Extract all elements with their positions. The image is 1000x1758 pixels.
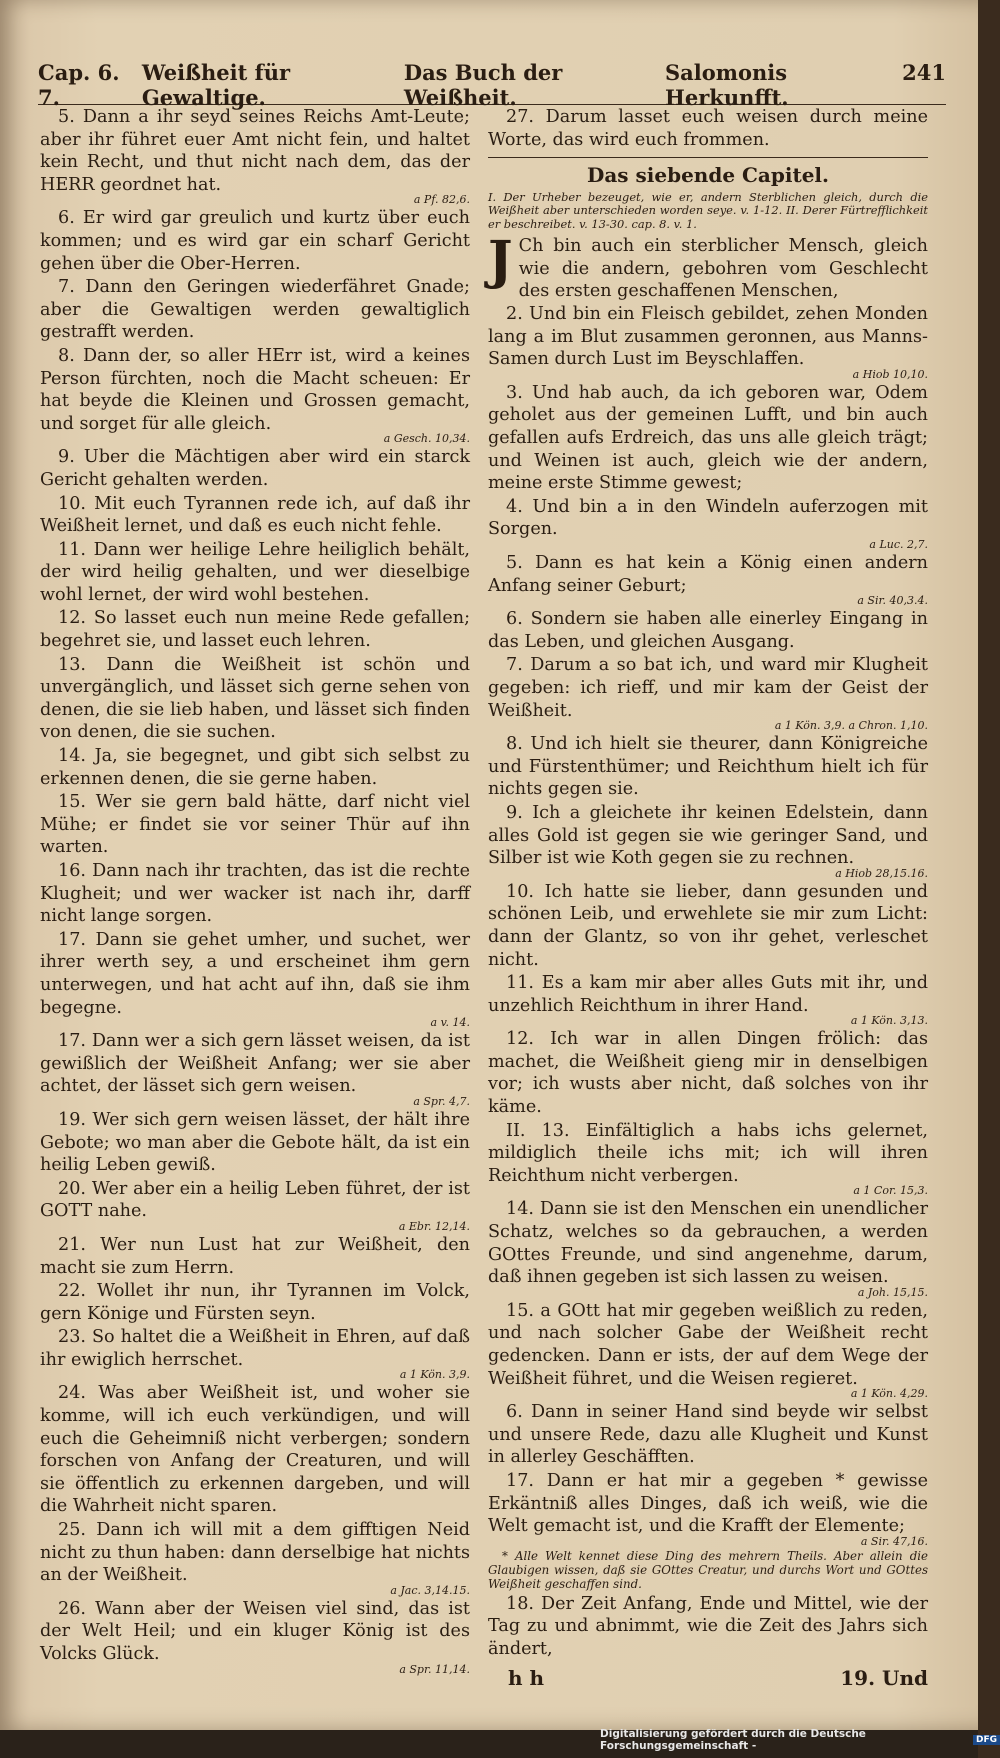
running-header [38,60,946,110]
verse-text: 9. Ich a gleichete ihr keinen Edelstein, dann alles Gold ist gegen sie wie geringer Sand, und Silber ist wie Koth gegen sie zu rechnen. [488,802,928,869]
chapter-title: Das siebende Capitel. [586,163,829,188]
verse-text: 2. Und bin ein Fleisch gebildet, zehen Monden lang a im Blut zusammen geronnen, aus Manns-Samen durch Lust im Beyschlaffen. [488,304,928,370]
verse [40,207,470,275]
verse-reference: a Ebr. 12,14. [398,1219,470,1233]
verse [40,1234,470,1279]
verse [40,745,470,790]
verse [40,1030,470,1108]
verse-text: 6. Er wird gar greulich und kurtz über euch kommen; und es wird gar ein scharf Gericht gehen über die Ober-Herren. [40,208,470,274]
verse [488,496,928,551]
verse [40,1178,470,1233]
intro-verse: 27. Darum lasset euch weisen durch meine Worte, das wird euch frommen. [488,107,928,150]
verse [40,1280,470,1325]
verse-text: 6. Sondern sie haben alle einerley Eingang in das Leben, und gleichen Ausgang. [488,609,928,652]
verse [40,276,470,344]
digitization-credit [600,1728,1000,1752]
verse-reference: a Hiob 28,15.16. [835,866,928,880]
verse-reference: a 1 Kön. 3,9. a Chron. 1,10. [774,719,928,733]
verse-reference: a Sir. 40,3.4. [857,594,928,608]
verse [40,1382,470,1518]
verse [488,303,928,381]
header-left-title: Weißheit für Gewaltige. [141,60,291,110]
verse-reference: a 1 Kön. 4,29. [850,1387,928,1401]
catchword: 19. Und [840,1665,928,1690]
verse-text: 13. Dann die Weißheit ist schön und unvergänglich, und lässet sich gerne sehen von denen, die sie lieb haben, und lässet sich finden von denen, die sie suchen. [40,654,470,743]
verse-text: 5. Dann a ihr seyd seines Reichs Amt-Leute; aber ihr führet euer Amt nicht fein, und haltet kein Recht, und thut nicht nach dem, das der HERR geordnet hat. [40,107,470,195]
verse-text: 21. Wer nun Lust hat zur Weißheit, den macht sie zum Herrn. [40,1234,470,1278]
verse [40,1598,470,1676]
verse [488,1028,928,1118]
verse-text: 20. Wer aber ein a heilig Leben führet, der ist GOTT nahe. [40,1178,470,1222]
verse-text: 19. Wer sich gern weisen lässet, der hält ihre Gebote; wo man aber die Gebote hält, da ist ein heilig Leben gewiß. [40,1109,470,1176]
verse [488,552,928,607]
header-center-title: Das Buch der Weißheit. [403,60,563,110]
verse-text: 3. Und hab auch, da ich geboren war, Odem geholet aus der gemeinen Lufft, und bin auch gefallen aufs Erdreich, das uns alle gleich trägt; und Weinen ist auch, gleich wie der andern, meine erste Stimme gewest; [488,382,928,494]
drop-cap: J [488,230,513,292]
verse [40,1109,470,1177]
verse-text: 17. Dann wer a sich gern lässet weisen, da ist gewißlich der Weißheit Anfang; wer sie aber achtet, der lässet sich gern weisen. [40,1031,470,1097]
verse-text: 9. Uber die Mächtigen aber wird ein starck Gericht gehalten werden. [40,447,470,490]
verse [488,1120,928,1198]
page-number: 241 [902,60,946,85]
verse-reference: a Jac. 3,14.15. [390,1583,470,1597]
verse-text: 15. a GOtt hat mir gegeben weißlich zu reden, und nach solcher Gabe der Weißheit recht gedencken. Dann er ists, der auf dem Wege der Weißheit führet, und die Weisen regieret. [488,1300,928,1389]
first-verse-block [488,230,928,303]
verse [488,881,928,971]
right-column [488,106,928,1689]
signature-mark: h h [508,1665,545,1690]
verse-text: 12. Ich war in allen Dingen frölich: das machet, die Weißheit gieng mir in denselbigen vor; ich wusts aber nicht, daß solches von ihr käme. [488,1029,928,1118]
verse-text: 11. Dann wer heilige Lehre heiliglich behält, der wird heilig gehalten, und wer dieselbige wohl lernet, der wird wohl bestehen. [40,539,470,605]
chapter-indicator: Cap. 6. 7. [38,60,120,110]
verse-text: 17. Dann sie gehet umher, und suchet, wer ihrer werth sey, a und erscheinet ihm gern unterwegen, und hat acht auf ihn, daß sie ihm begegne. [40,929,470,1018]
verse [40,1519,470,1597]
verse [40,607,470,652]
verse [40,493,470,538]
verse-text: 24. Was aber Weißheit ist, und woher sie komme, will ich euch verkündigen, und will euch die Geheimniß nicht verbergen; sondern forschen von Anfang der Creaturen, und will sie öffentlich zu erkennen dargeben, und will die Wahrheit nicht sparen. [40,1383,470,1517]
verse [40,860,470,928]
verse-reference: a Joh. 15,15. [857,1285,928,1299]
verse-text: 6. Dann in seiner Hand sind beyde wir selbst und unsere Rede, dazu alle Klugheit und Kunst in allerley Geschäfften. [488,1402,928,1468]
verse-text: 10. Mit euch Tyrannen rede ich, auf daß ihr Weißheit lernet, und daß es euch nicht fehle. [40,493,470,537]
verse [488,608,928,653]
verse-reference: a Luc. 2,7. [869,538,928,551]
verse [488,1401,928,1469]
chapter-summary: I. Der Urheber bezeuget, wie er, andern Sterblichen gleich, durch die Weißheit aber unterschieden worden seye. v. 1-12. II. Derer Fürtrefflichkeit er beschreibet. v. 13-30. cap. 8. v. 1. [488,189,928,231]
verse-reference: a Sir. 47,16. [860,1534,928,1548]
verse [488,1198,928,1298]
binding-gutter [978,0,1000,1758]
credit-text: Digitalisierung gefördert durch die Deutsche Forschungsgemeinschaft - [600,1728,866,1752]
verse-text: 11. Es a kam mir aber alles Guts mit ihr, und unzehlich Reichthum in ihrer Hand. [488,973,928,1016]
verse [40,106,470,206]
verse [40,791,470,859]
verse-text: 8. Und ich hielt sie theurer, dann Königreiche und Fürstenthümer; und Reichthum hielt ich für nichts gegen sie. [488,734,928,800]
dfg-logo: DFG [973,1735,1000,1745]
verse [40,929,470,1029]
last-verse: 18. Der Zeit Anfang, Ende und Mittel, wie der Tag zu und abnimmt, wie die Zeit des Jahrs sich ändert, [488,1593,928,1659]
verse [488,1470,928,1548]
header-right-title: Salomonis Herkunfft. [665,60,789,110]
verse-reference: a 1 Cor. 15,3. [853,1184,928,1198]
verse-text: 15. Wer sie gern bald hätte, darf nicht viel Mühe; er findet sie vor seiner Thür auf ihn warten. [40,792,470,858]
verse-reference: a 1 Kön. 3,13. [850,1014,928,1028]
verse [488,654,928,732]
verse-text: 4. Und bin a in den Windeln auferzogen mit Sorgen. [488,496,928,540]
left-column [40,106,470,1677]
verse [40,539,470,607]
verse [488,802,928,880]
verse-text: 7. Dann den Geringen wiederfähret Gnade; aber die Gewaltigen werden gewaltiglich gestrafft werden. [40,277,470,343]
verse [40,446,470,491]
verse [40,345,470,445]
verse [488,733,928,801]
footnote: * Alle Welt kennet diese Ding des mehrern Theils. Aber allein die Glaubigen wissen, daß sie GOttes Creatur, und durchs Wort und GOttes Weißheit geschaffen sind. [488,1548,928,1591]
verse-text: 12. So lasset euch nun meine Rede gefallen; begehret sie, und lasset euch lehren. [40,608,470,652]
verse-text: 22. Wollet ihr nun, ihr Tyrannen im Volck, gern Könige und Fürsten seyn. [40,1281,470,1324]
verse-reference: a Spr. 4,7. [413,1094,470,1108]
verse [488,1300,928,1400]
verse-reference: a 1 Kön. 3,9. [399,1368,470,1382]
verse-text: 16. Dann nach ihr trachten, das ist die rechte Klugheit; und wer wacker ist nach ihr, darff nicht lange sorgen. [40,861,470,927]
verse-text: 26. Wann aber der Weisen viel sind, das ist der Welt Heil; und ein kluger König ist des Volcks Glück. [40,1598,470,1664]
verse-reference: a v. 14. [430,1016,470,1030]
verse [40,654,470,744]
verse-text: 8. Dann der, so aller HErr ist, wird a keines Person fürchten, noch die Macht scheuen: Er hat beyde die Kleinen und Grossen gemacht, und sorget für alle gleich. [40,345,470,434]
verse-text: 14. Ja, sie begegnet, und gibt sich selbst zu erkennen denen, die sie gerne haben. [40,746,470,789]
first-verse: Ch bin auch ein sterblicher Mensch, gleich wie die andern, gebohren vom Geschlecht des ersten geschaffenen Menschen, [518,236,928,302]
verse [488,382,928,495]
verse-text: 10. Ich hatte sie lieber, dann gesunden und schönen Leib, und erwehlete sie mir zum Licht: dann der Glantz, so von ihr gehet, verleschet nicht. [488,881,928,970]
verse [40,1326,470,1381]
verse-reference: a Spr. 11,14. [399,1662,470,1676]
verse-text: 14. Dann sie ist den Menschen ein unendlicher Schatz, welches so da gebrauchen, a werden GOttes Freunde, und sind angenehme, darum, daß ihnen gegeben ist sich lassen zu weisen. [488,1199,928,1288]
verse-text: 25. Dann ich will mit a dem gifftigen Neid nicht zu thun haben: dann derselbige hat nichts an der Weißheit. [40,1520,470,1586]
verse-text: 7. Darum a so bat ich, und ward mir Klugheit gegeben: ich rieff, und mir kam der Geist der Weißheit. [488,655,928,721]
verse-reference: a Gesch. 10,34. [383,432,470,446]
chapter-rule [488,157,928,158]
verse-text: 23. So haltet die a Weißheit in Ehren, auf daß ihr ewiglich herrschet. [40,1327,470,1370]
verse [488,972,928,1027]
verse-text: 5. Dann es hat kein a König einen andern Anfang seiner Geburt; [488,553,928,596]
verse-reference: a Hiob 10,10. [852,367,928,381]
page-footer [488,1667,928,1690]
verse-text: 17. Dann er hat mir a gegeben * gewisse Erkäntniß alles Dinges, daß ich weiß, wie die Welt gemacht ist, und die Krafft der Elemente; [488,1470,928,1537]
right-verses [488,303,928,1548]
verse-text: II. 13. Einfältiglich a habs ichs gelernet, mildiglich theile ichs mit; ich will ihren Reichthum nicht verbergen. [488,1120,928,1186]
verse-reference: a Pf. 82,6. [413,193,470,207]
